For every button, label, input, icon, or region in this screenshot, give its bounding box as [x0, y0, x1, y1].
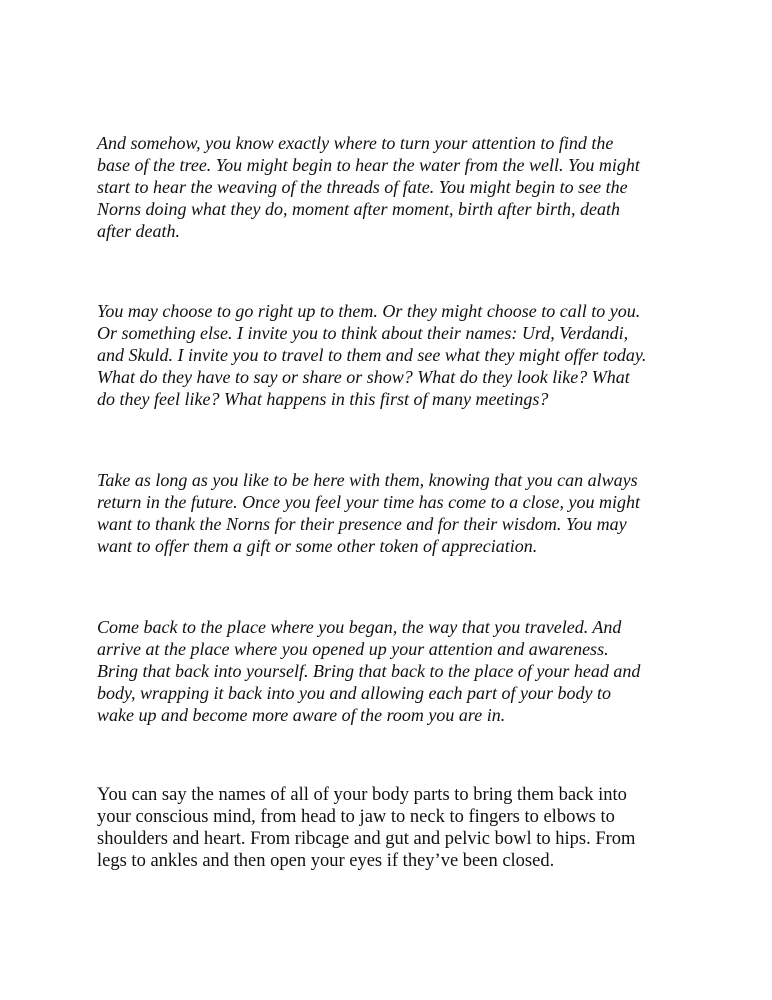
paragraph-body-parts [97, 784, 697, 872]
text-line: legs to ankles and then open your eyes if they’ve been closed. [97, 851, 555, 871]
text-line: Come back to the place where you began, the way that you traveled. And [97, 617, 622, 637]
text-line: Or something else. I invite you to think about their names: Urd, Verdandi, [97, 323, 629, 343]
text-line: wake up and become more aware of the room you are in. [97, 705, 506, 725]
text-line: Norns doing what they do, moment after moment, birth after birth, death [97, 199, 620, 219]
text-line: What do they have to say or share or show? What do they look like? What [97, 367, 630, 387]
text-line: Bring that back into yourself. Bring that back to the place of your head and [97, 661, 641, 681]
text-line: after death. [97, 221, 180, 241]
text-line: do they feel like? What happens in this first of many meetings? [97, 389, 549, 409]
paragraph-thanking-the-norns [97, 469, 697, 557]
paragraph-coming-back [97, 616, 697, 726]
paragraph-well-and-norns [97, 132, 697, 242]
text-line: body, wrapping it back into you and allowing each part of your body to [97, 683, 611, 703]
text-line: base of the tree. You might begin to hear the water from the well. You might [97, 155, 640, 175]
text-line: Take as long as you like to be here with them, knowing that you can always [97, 470, 638, 490]
text-line: And somehow, you know exactly where to turn your attention to find the [97, 133, 614, 153]
text-line: and Skuld. I invite you to travel to them and see what they might offer today. [97, 345, 647, 365]
text-line: want to offer them a gift or some other token of appreciation. [97, 536, 538, 556]
text-line: return in the future. Once you feel your time has come to a close, you might [97, 492, 641, 512]
text-line: arrive at the place where you opened up your attention and awareness. [97, 639, 609, 659]
text-line: You may choose to go right up to them. Or they might choose to call to you. [97, 301, 641, 321]
text-line: want to thank the Norns for their presence and for their wisdom. You may [97, 514, 627, 534]
text-line: start to hear the weaving of the threads of fate. You might begin to see the [97, 177, 628, 197]
text-line: your conscious mind, from head to jaw to neck to fingers to elbows to [97, 807, 615, 827]
paragraph-meeting-the-norns [97, 300, 697, 410]
text-line: You can say the names of all of your body parts to bring them back into [97, 785, 627, 805]
text-line: shoulders and heart. From ribcage and gut and pelvic bowl to hips. From [97, 829, 636, 849]
